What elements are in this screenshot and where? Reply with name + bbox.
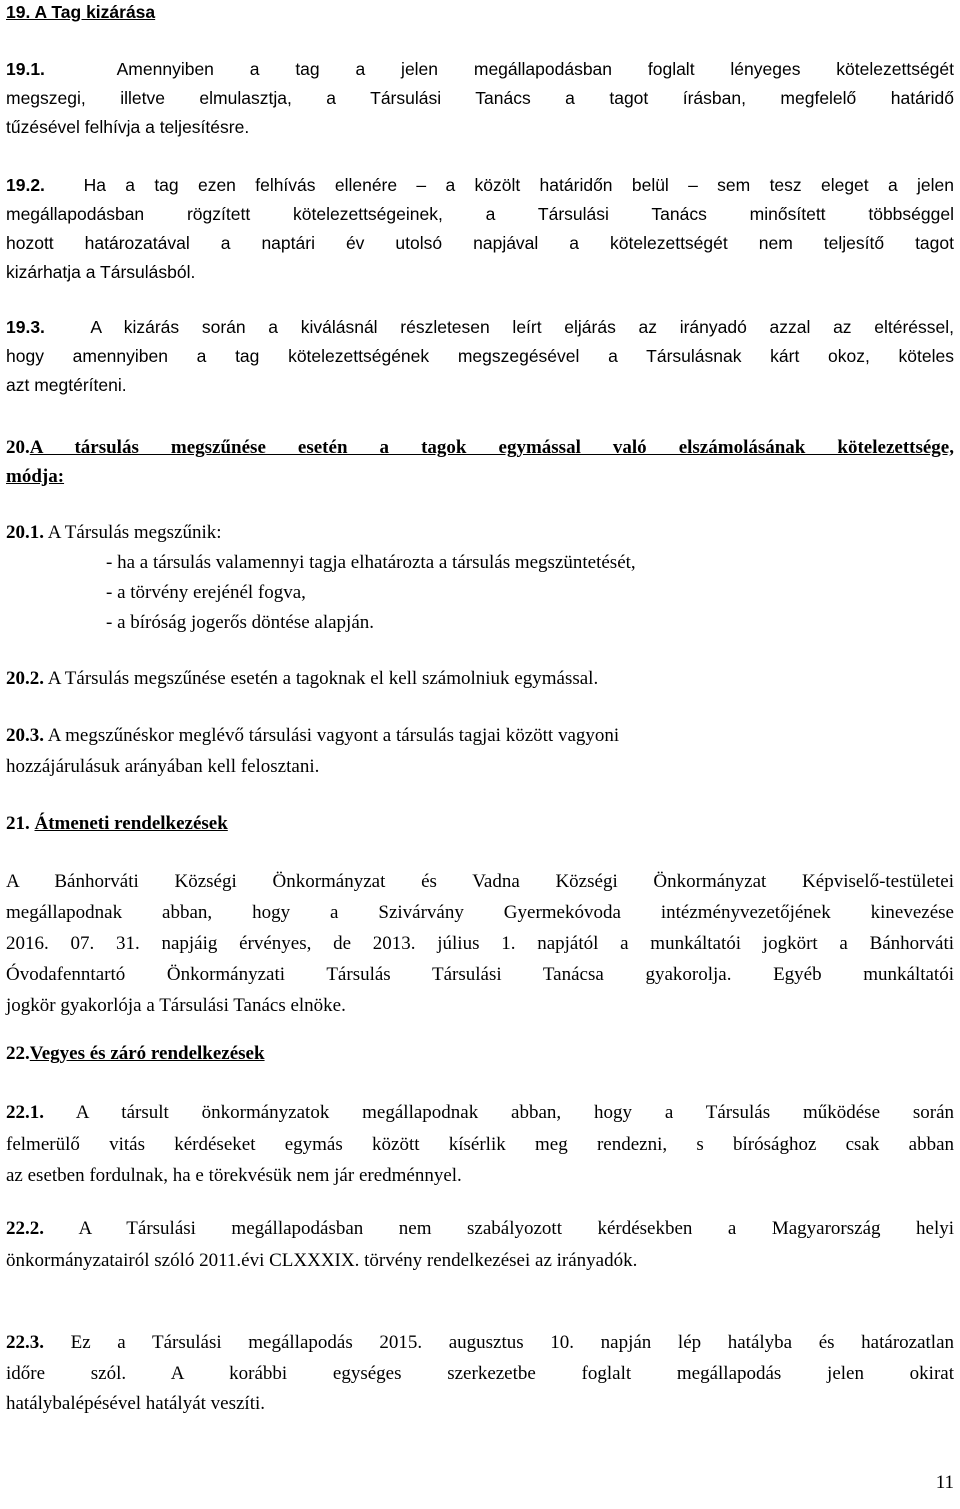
paragraph-number: 19.2. xyxy=(6,175,45,195)
paragraph-19-2: 19.2. Ha a tag ezen felhívás ellenére – a közölt határidőn belül – sem tesz eleget a jelen megállapodásban rögzített kötelezettségeinek, a Társulási Tanács minősített többséggel hozott határozatával a naptári év utolsó napjával a kötelezettségét nem teljesítő tagot kizárhatja a Társulásból. xyxy=(6,175,954,282)
page-number: 11 xyxy=(935,1472,954,1493)
paragraph-22-2: 22.2. A Társulási megállapodásban nem szabályozott kérdésekben a Magyarország helyi önkormányzatairól szóló 2011.évi CLXXXIX. törvény rendelkezései az irányadók. xyxy=(6,1218,954,1271)
document-page xyxy=(6,0,954,1509)
paragraph-20-2: 20.2. A Társulás megszűnése esetén a tagoknak el kell számolniuk egymással. xyxy=(6,668,599,689)
paragraph-number: 19.3. xyxy=(6,317,45,337)
paragraph-19-1: 19.1. Amennyiben a tag a jelen megállapodásban foglalt lényeges kötelezettségét megszegi, illetve elmulasztja, a Társulási Tanács a tagot írásban, megfelelő határidő tűzésével felhívja a teljesítésre. xyxy=(6,59,954,137)
section-20-heading: 20.A társulás megszűnése esetén a tagok egymással való elszámolásának kötelezettsége, módja: xyxy=(6,437,954,487)
paragraph-22-1: 22.1. A társult önkormányzatok megállapodnak abban, hogy a Társulás működése során felmerülő vitás kérdéseket egymás között kísérlik meg rendezni, s bírósághoz csak abban az esetben fordulnak, ha e törekvésük nem jár eredménnyel. xyxy=(6,1102,955,1186)
paragraph-number: 22.3. xyxy=(6,1332,44,1353)
paragraph-number: 20.3. xyxy=(6,725,44,746)
paragraph-19-3: 19.3. A kizárás során a kiválásnál részletesen leírt eljárás az irányadó azzal az eltéréssel, hogy amennyiben a tag kötelezettségének megszegésével a Társulásnak kárt okoz, köteles azt megtéríteni. xyxy=(6,317,954,395)
paragraph-22-3: 22.3. Ez a Társulási megállapodás 2015. augusztus 10. napján lép hatályba és határozatlan időre szól. A korábbi egységes szerkezetbe foglalt megállapodás jelen okirat hatálybalépésével hatályát veszíti. xyxy=(6,1332,954,1414)
section-22-heading: 22.Vegyes és záró rendelkezések xyxy=(6,1043,265,1064)
paragraph-number: 20.2. xyxy=(6,668,44,689)
section-21-heading: 21. Átmeneti rendelkezések xyxy=(6,813,228,834)
paragraph-20-1: 20.1. A Társulás megszűnik: - ha a társulás valamennyi tagja elhatározta a társulás megszüntetését, - a törvény erejénél fogva, - a bíróság jogerős döntése alapján. xyxy=(6,518,954,638)
list-item: - a bíróság jogerős döntése alapján. xyxy=(106,612,375,633)
section-19-heading: 19. A Tag kizárása xyxy=(6,2,156,22)
list-item: - a törvény erejénél fogva, xyxy=(106,582,306,603)
paragraph-number: 22.1. xyxy=(6,1102,44,1123)
paragraph-number: 22.2. xyxy=(6,1218,44,1239)
paragraph-20-3: 20.3. A megszűnéskor meglévő társulási vagyont a társulás tagjai között vagyoni hozzájárulásuk arányában kell felosztani. xyxy=(6,725,620,777)
paragraph-21: A Bánhorváti Községi Önkormányzat és Vadna Községi Önkormányzat Képviselő-testületei megállapodnak abban, hogy a Szivárvány Gyermekóvoda intézményvezetőjének kinevezése 2016. 07. 31. napjáig érvényes, de 2013. július 1. napjától a munkáltatói jogkört a Bánhorváti Óvodafenntartó Önkormányzati Társulás Társulási Tanácsa gyakorolja. Egyéb munkáltatói jogkör gyakorlója a Társulási Tanács elnöke. xyxy=(6,871,954,1016)
list-item: - ha a társulás valamennyi tagja elhatározta a társulás megszüntetését, xyxy=(106,552,636,573)
paragraph-number: 20.1. xyxy=(6,522,44,543)
paragraph-number: 19.1. xyxy=(6,59,45,79)
